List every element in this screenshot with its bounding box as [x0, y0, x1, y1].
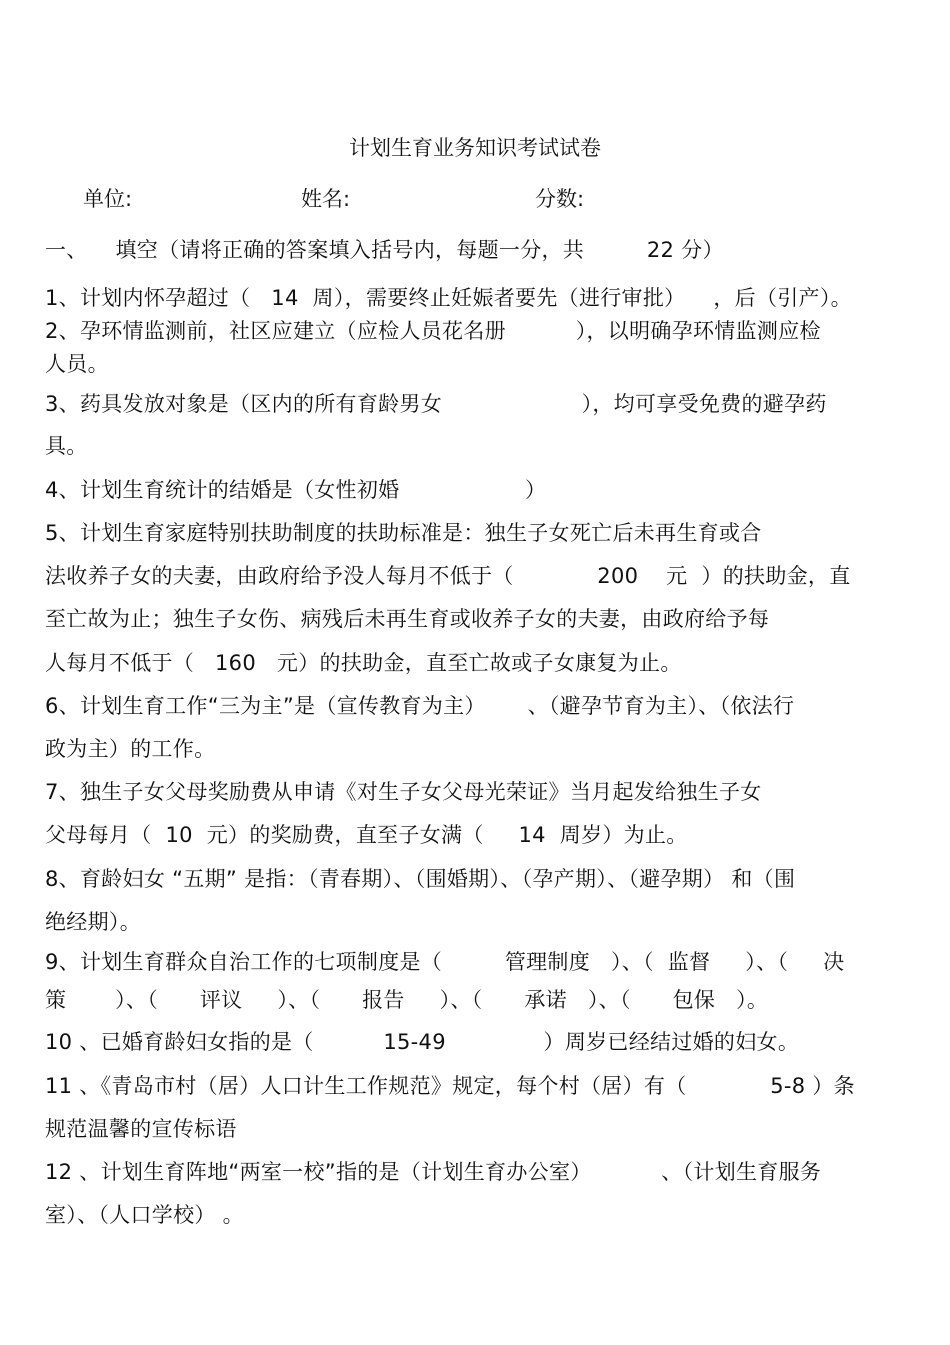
question-line: 6、计划生育工作“三为主”是（宣传教育为主） 、（避孕节育为主）、（依法行 — [45, 694, 795, 718]
question-line: 法收养子女的夫妻，由政府给予没人每月不低于（ 200 元 ）的扶助金，直 — [45, 564, 851, 588]
name-label: 姓名: — [301, 187, 351, 211]
question-line: 4、计划生育统计的结婚是（女性初婚 ） — [45, 478, 547, 502]
question-line: 具。 — [45, 434, 88, 458]
question-line: 绝经期）。 — [45, 910, 141, 934]
unit-label: 单位: — [83, 187, 133, 211]
question-line: 室）、（人口学校） 。 — [45, 1203, 244, 1227]
question-line: 8、育龄妇女 “五期” 是指：（青春期）、（围婚期）、（孕产期）、（避孕期） 和（围 — [45, 867, 796, 891]
question-line: 3、药具发放对象是（区内的所有育龄男女 ），均可享受免费的避孕药 — [45, 392, 827, 416]
question-line: 至亡故为止；独生子女伤、病残后未再生育或收养子女的夫妻，由政府给予每 — [45, 607, 770, 631]
question-line: 9、计划生育群众自治工作的七项制度是（ 管理制度 ）、（ 监督 ）、（ 决 — [45, 950, 845, 974]
question-line: 1、计划内怀孕超过（ 14 周），需要终止妊娠者要先（进行审批） ，后（引产）。 — [45, 286, 852, 310]
page-title: 计划生育业务知识考试试卷 — [349, 136, 601, 160]
question-line: 人员。 — [45, 352, 109, 376]
question-line: 11 、《青岛市村（居）人口计生工作规范》规定，每个村（居）有（ 5-8 ）条 — [45, 1074, 855, 1098]
question-line: 2、孕环情监测前，社区应建立（应检人员花名册 ），以明确孕环情监测应检 — [45, 319, 821, 343]
section-heading: 一、 填空（请将正确的答案填入括号内，每题一分，共 22 分） — [45, 238, 724, 262]
question-line: 政为主）的工作。 — [45, 737, 216, 761]
question-line: 策 ）、（ 评议 ）、（ 报告 ）、（ 承诺 ）、（ 包保 ）。 — [45, 988, 769, 1012]
question-line: 10 、已婚育龄妇女指的是（ 15-49 ）周岁已经结过婚的妇女。 — [45, 1030, 800, 1054]
score-label: 分数: — [535, 187, 585, 211]
question-line: 5、计划生育家庭特别扶助制度的扶助标准是：独生子女死亡后未再生育或合 — [45, 521, 762, 545]
question-line: 7、独生子女父母奖励费从申请《对生子女父母光荣证》当月起发给独生子女 — [45, 780, 762, 804]
question-line: 父母每月（ 10 元）的奖励费，直至子女满（ 14 周岁）为止。 — [45, 823, 688, 847]
question-line: 12 、计划生育阵地“两室一校”指的是（计划生育办公室） 、（计划生育服务 — [45, 1160, 822, 1184]
question-line: 人每月不低于（ 160 元）的扶助金，直至亡故或子女康复为止。 — [45, 651, 682, 675]
question-line: 规范温馨的宣传标语 — [45, 1117, 237, 1141]
